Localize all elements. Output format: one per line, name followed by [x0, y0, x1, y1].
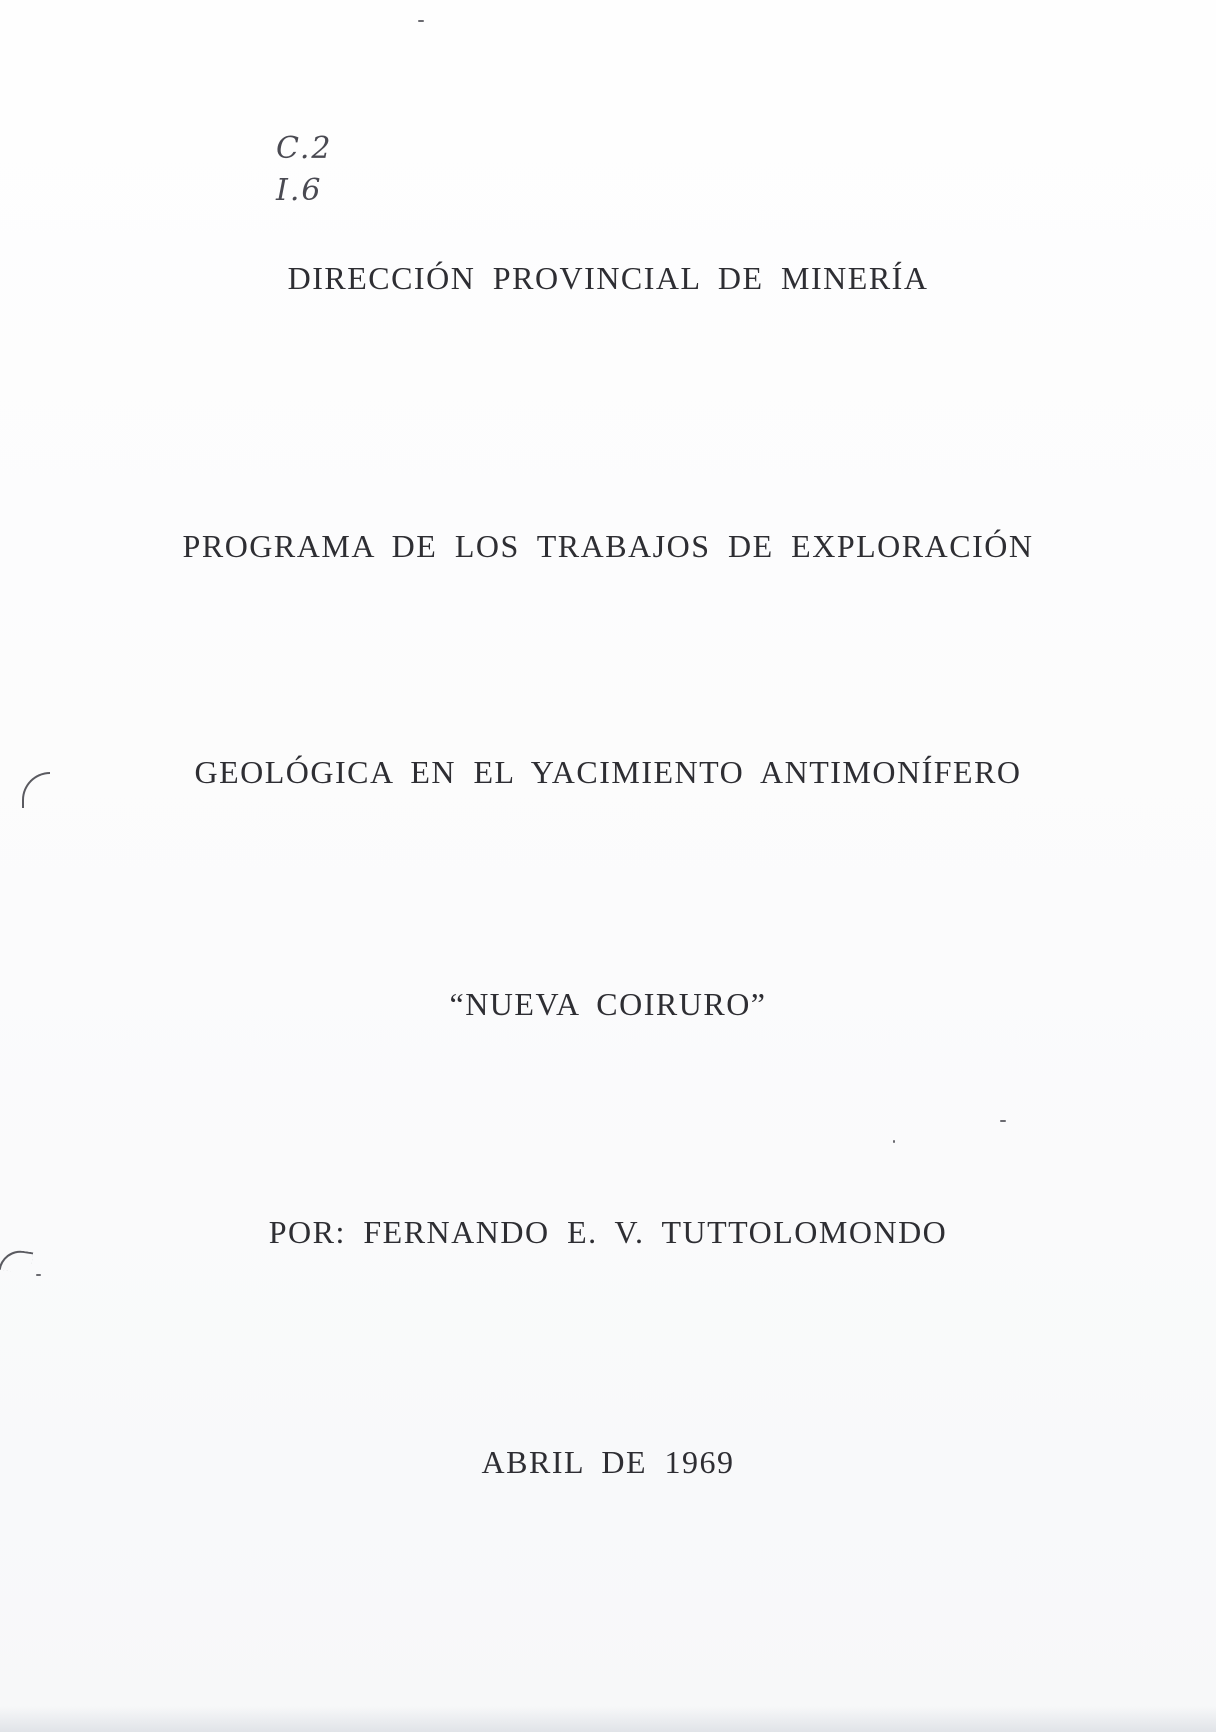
binder-hole-mark: [0, 1248, 33, 1274]
author-line: POR: FERNANDO E. V. TUTTOLOMONDO: [268, 1214, 948, 1250]
handwritten-archive-code-2: I.6: [276, 173, 323, 208]
handwritten-archive-code-1: C.2: [276, 131, 333, 166]
scan-speck: [893, 1140, 895, 1143]
scan-speck: [418, 20, 424, 22]
scan-speck: [1000, 1120, 1006, 1122]
title-line-2: GEOLÓGICA EN EL YACIMIENTO ANTIMONÍFERO: [194, 754, 1022, 790]
document-date: ABRIL DE 1969: [481, 1444, 735, 1480]
deposit-name: “NUEVA COIRURO”: [449, 986, 767, 1022]
title-line-1: PROGRAMA DE LOS TRABAJOS DE EXPLORACIÓN: [182, 528, 1034, 564]
issuing-authority: DIRECCIÓN PROVINCIAL DE MINERÍA: [287, 260, 929, 296]
scan-speck: [36, 1274, 41, 1276]
